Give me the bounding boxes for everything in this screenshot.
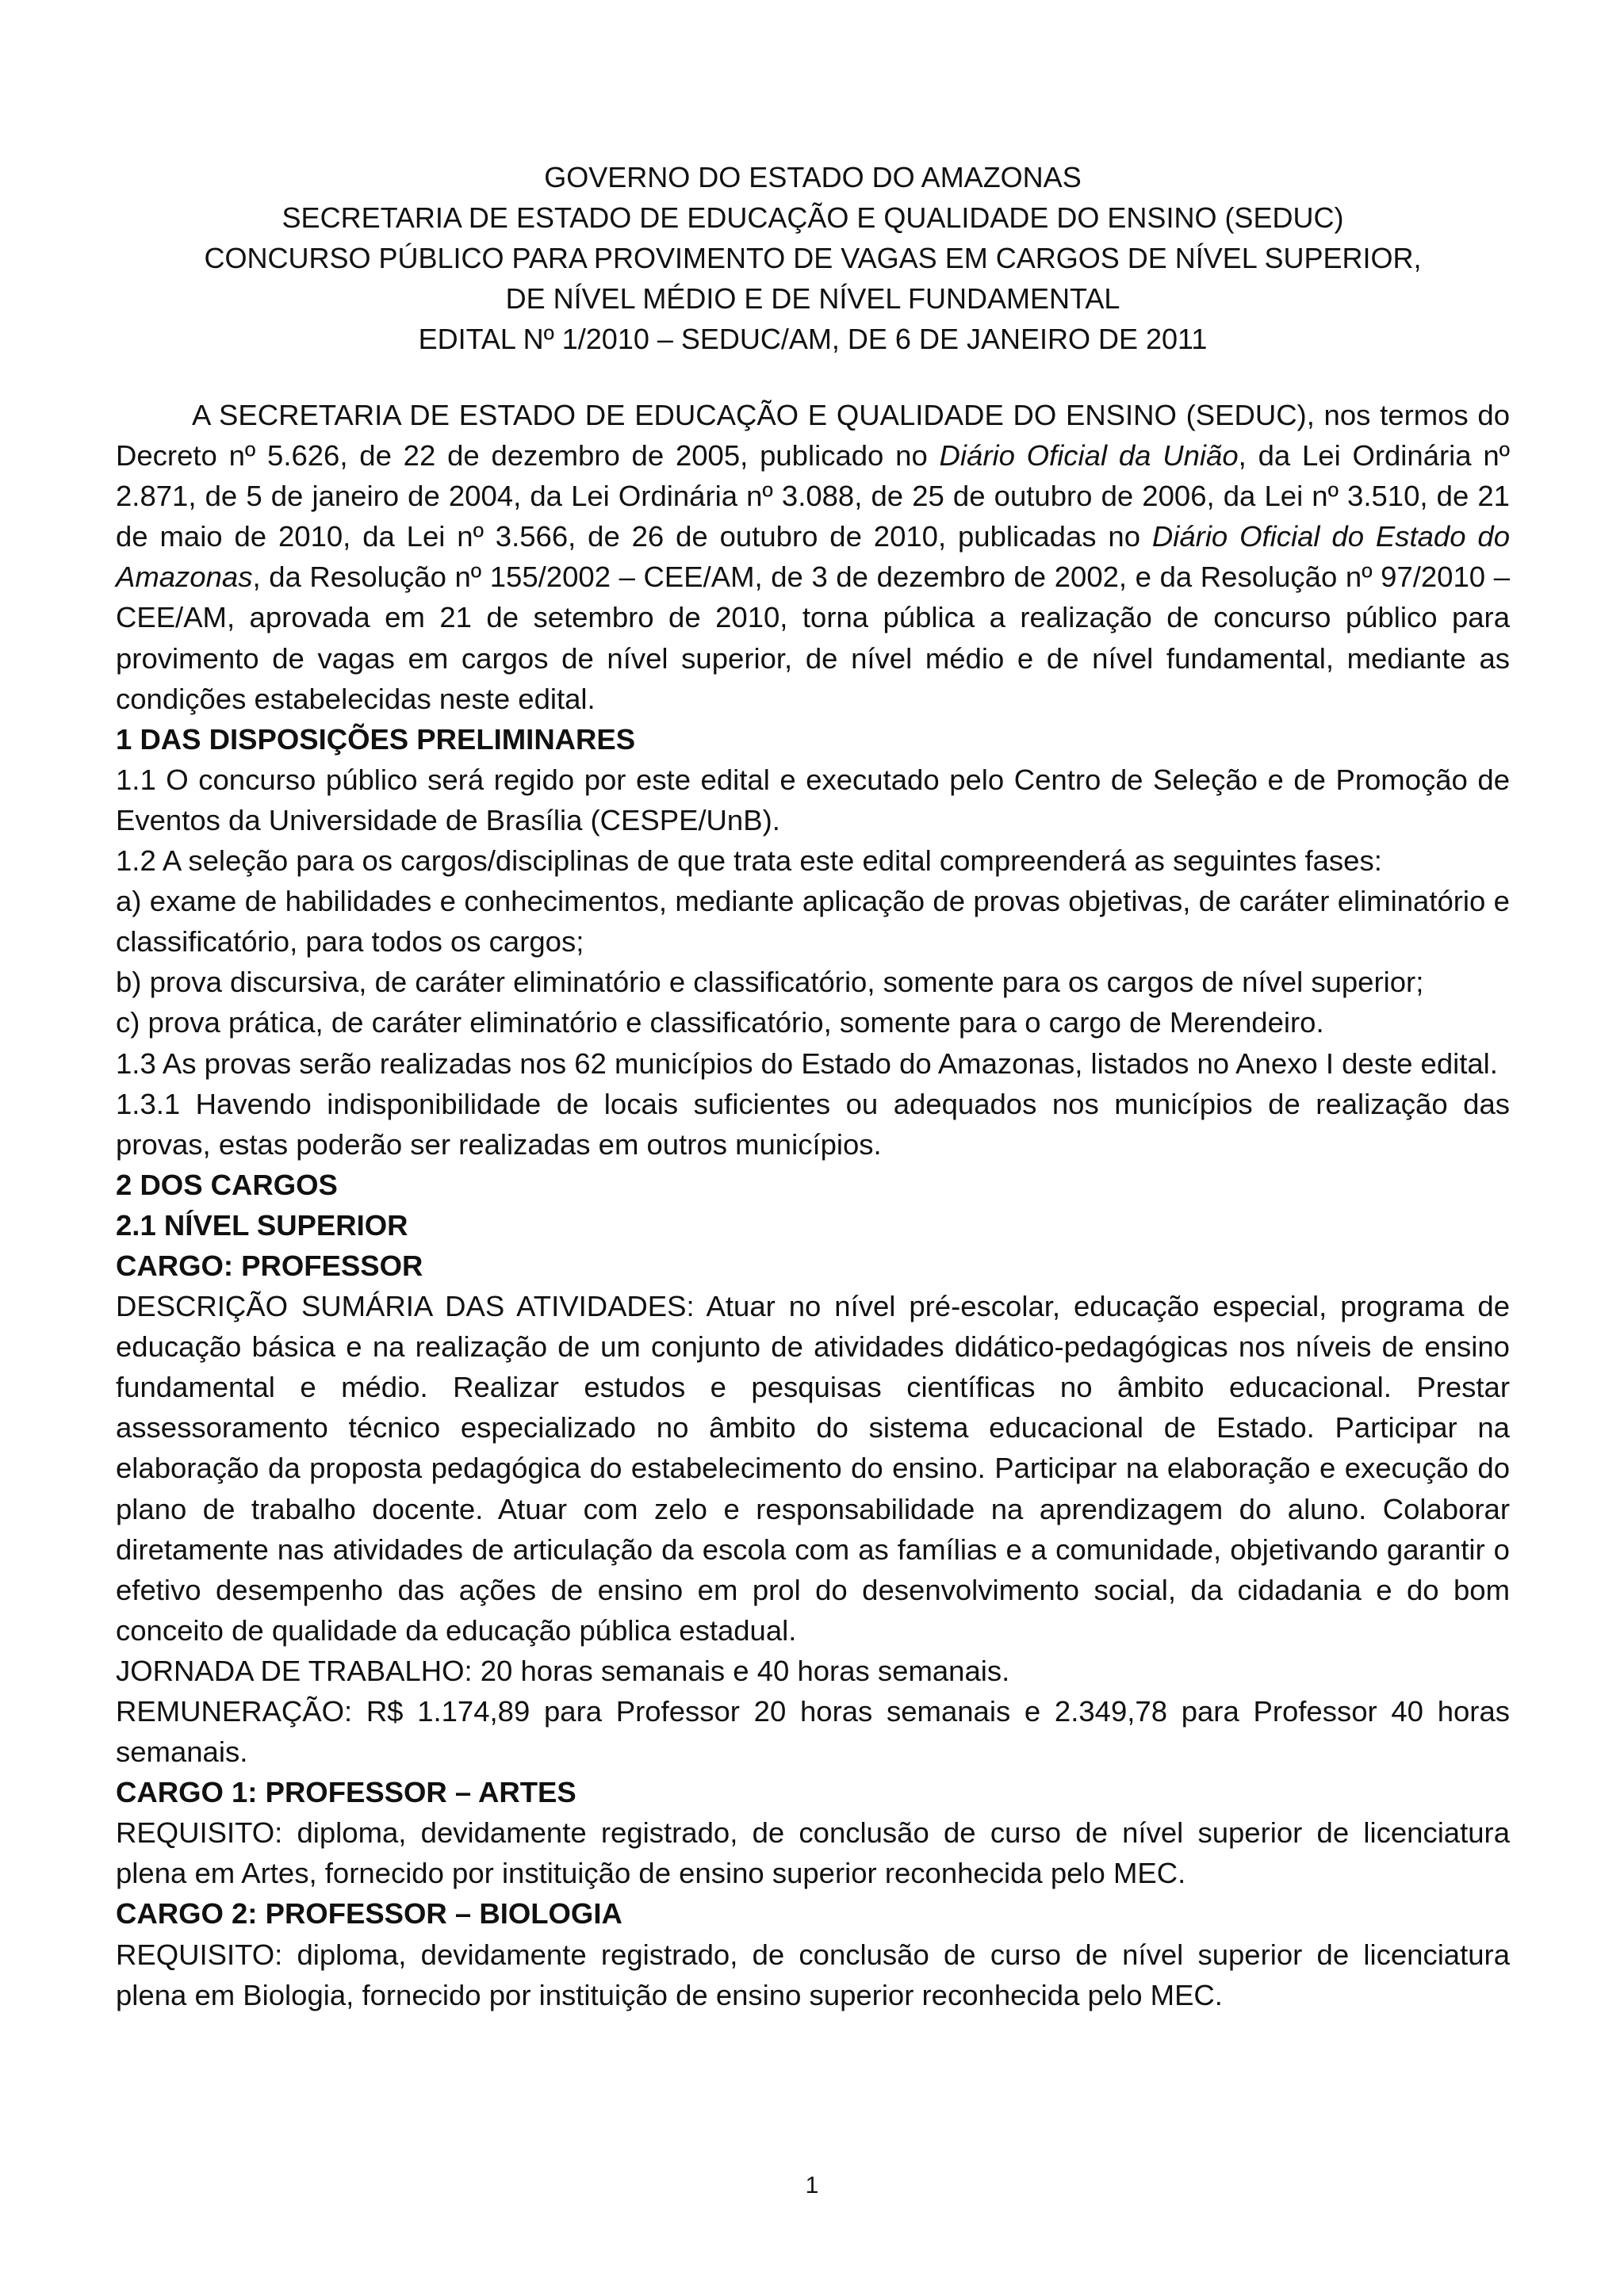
section-2-heading: 2 DOS CARGOS xyxy=(116,1168,338,1201)
document-header xyxy=(116,157,1510,359)
intro-italic-diario-estado: Diário Oficial do Estado do Amazonas xyxy=(116,520,1511,594)
cargo-2-requirement: REQUISITO: diploma, devidamente registrado, de conclusão de curso de nível superior de licenciatura plena em Biologia, fornecido por instituição de ensino superior reconhecida pelo MEC. xyxy=(116,1938,1510,2011)
clause-1-1: 1.1 O concurso público será regido por este edital e executado pelo Centro de Seleção e de Promoção de Eventos da Universidade de Brasília (CESPE/UnB). xyxy=(116,763,1510,836)
intro-text-3: , da Resolução nº 155/2002 – CEE/AM, de 3 de dezembro de 2002, e da Resolução nº 97/2010 – CEE/AM, aprovada em 21 de setembro de 2010, torna pública a realização de concurso público para provimento de vagas em cargos de nível superior, de nível médio e de nível fundamental, mediante as condições estabelecidas neste edital. xyxy=(116,561,1510,715)
page-number: 1 xyxy=(805,2172,819,2198)
cargo-2-heading: CARGO 2: PROFESSOR – BIOLOGIA xyxy=(116,1897,622,1931)
cargo-professor-heading: CARGO: PROFESSOR xyxy=(116,1249,423,1282)
clause-1-2-b: b) prova discursiva, de caráter eliminatório e classificatório, somente para os cargos de nível superior; xyxy=(116,966,1424,999)
clause-1-2: 1.2 A seleção para os cargos/disciplinas de que trata este edital compreenderá as seguintes fases: xyxy=(116,844,1382,878)
clause-1-2-c: c) prova prática, de caráter eliminatório e classificatório, somente para o cargo de Merendeiro. xyxy=(116,1006,1324,1039)
document-body xyxy=(116,395,1510,2015)
header-secretariat: SECRETARIA DE ESTADO DE EDUCAÇÃO E QUALIDADE DO ENSINO (SEDUC) xyxy=(282,201,1344,234)
clause-1-3: 1.3 As provas serão realizadas nos 62 municípios do Estado do Amazonas, listados no Anexo I deste edital. xyxy=(116,1047,1498,1080)
section-2-1-heading: 2.1 NÍVEL SUPERIOR xyxy=(116,1208,408,1242)
cargo-description: DESCRIÇÃO SUMÁRIA DAS ATIVIDADES: Atuar no nível pré-escolar, educação especial, programa de educação básica e na realização de um conjunto de atividades didático-pedagógicas nos níveis de ensino fundamental e médio. Realizar estudos e pesquisas científicas no âmbito educacional. Prestar assessoramento técnico especializado no âmbito do sistema educacional de Estado. Participar na elaboração da proposta pedagógica do estabelecimento do ensino. Participar na elaboração e execução do plano de trabalho docente. Atuar com zelo e responsabilidade na aprendizagem do aluno. Colaborar diretamente nas atividades de articulação da escola com as famílias e a comunidade, objetivando garantir o efetivo desempenho das ações de ensino em prol do desenvolvimento social, da cidadania e do bom conceito de qualidade da educação pública estadual. xyxy=(116,1290,1510,1647)
intro-text-2: , da Lei Ordinária nº 2.871, de 5 de janeiro de 2004, da Lei Ordinária nº 3.088, de 25 de outubro de 2006, da Lei nº 3.510, de 21 de maio de 2010, da Lei nº 3.566, de 26 de outubro de 2010, publicadas no xyxy=(116,439,1511,553)
cargo-1-requirement: REQUISITO: diploma, devidamente registrado, de conclusão de curso de nível superior de licenciatura plena em Artes, fornecido por instituição de ensino superior reconhecida pelo MEC. xyxy=(116,1816,1510,1890)
intro-text-1: A SECRETARIA DE ESTADO DE EDUCAÇÃO E QUALIDADE DO ENSINO (SEDUC), nos termos do Decreto nº 5.626, de 22 de dezembro de 2005, publicado no xyxy=(116,399,1510,473)
header-government: GOVERNO DO ESTADO DO AMAZONAS xyxy=(544,161,1082,193)
clause-1-2-a: a) exame de habilidades e conhecimentos, mediante aplicação de provas objetivas, de caráter eliminatório e classificatório, para todos os cargos; xyxy=(116,885,1510,959)
section-1-heading: 1 DAS DISPOSIÇÕES PRELIMINARES xyxy=(116,722,636,756)
header-contest-title: CONCURSO PÚBLICO PARA PROVIMENTO DE VAGAS EM CARGOS DE NÍVEL SUPERIOR, xyxy=(204,242,1422,274)
header-edital-number: EDITAL Nº 1/2010 – SEDUC/AM, DE 6 DE JANEIRO DE 2011 xyxy=(418,323,1208,355)
clause-1-3-1: 1.3.1 Havendo indisponibilidade de locais suficientes ou adequados nos municípios de realização das provas, estas poderão ser realizadas em outros municípios. xyxy=(116,1087,1510,1161)
remuneration: REMUNERAÇÃO: R$ 1.174,89 para Professor 20 horas semanais e 2.349,78 para Professor 40 horas semanais. xyxy=(116,1695,1510,1769)
work-hours: JORNADA DE TRABALHO: 20 horas semanais e 40 horas semanais. xyxy=(116,1654,1010,1687)
cargo-1-heading: CARGO 1: PROFESSOR – ARTES xyxy=(116,1776,576,1809)
intro-paragraph xyxy=(116,395,1510,719)
intro-italic-diario-uniao: Diário Oficial da União xyxy=(939,439,1239,473)
header-contest-levels: DE NÍVEL MÉDIO E DE NÍVEL FUNDAMENTAL xyxy=(505,282,1120,315)
